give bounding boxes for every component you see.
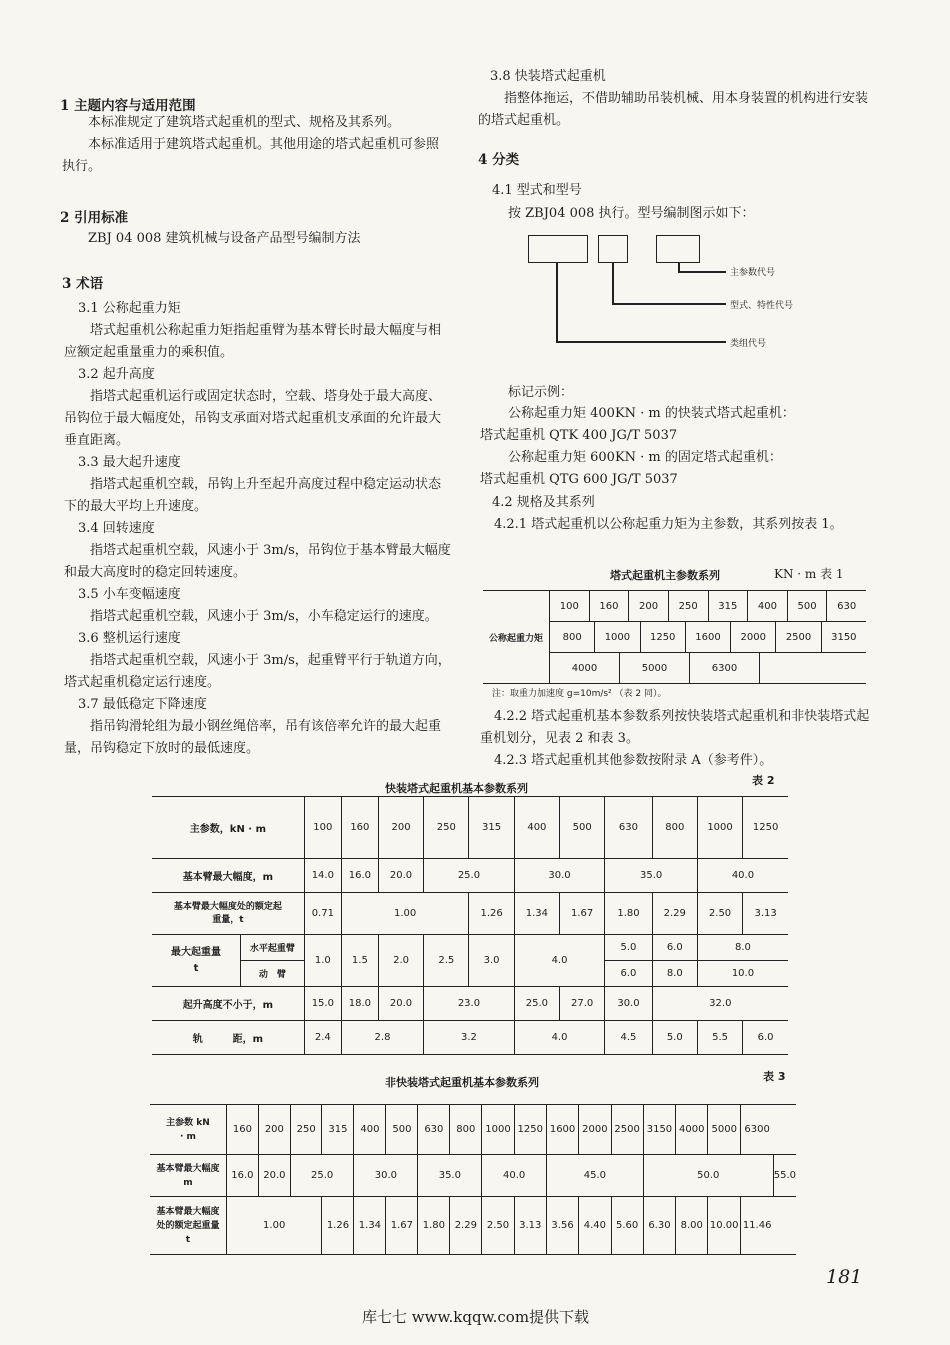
table-2-header: 基本臂最大幅度，m xyxy=(152,859,304,893)
table-3-header: 主参数 kN · m xyxy=(150,1105,226,1155)
section-1-p2: 本标准适用于建筑塔式起重机。其他用途的塔式起重机可参照执行。 xyxy=(62,137,440,174)
table-1-row-2 xyxy=(550,622,866,652)
table-2-cell: 40.0 xyxy=(697,859,788,893)
table-2-cell: 20.0 xyxy=(378,987,423,1021)
table-2-cell: 3.0 xyxy=(469,935,514,987)
table-2-cell: 1.67 xyxy=(560,893,605,935)
max-load-unit: t xyxy=(193,962,199,974)
table-2-cell: 2.0 xyxy=(378,935,423,987)
table-3-cell: 5000 xyxy=(708,1105,741,1155)
table-3-cell: 5.60 xyxy=(611,1197,643,1255)
term-3-8-block xyxy=(478,66,870,132)
table-2-cell: 500 xyxy=(560,797,605,859)
section-4-2-1: 4.2.1 塔式起重机以公称起重力矩为主参数，其系列按表 1。 xyxy=(494,517,843,532)
table-2-cell: 1.80 xyxy=(605,893,652,935)
table-2-cell: 8.0 xyxy=(697,935,788,961)
table-2-cell: 4.5 xyxy=(605,1021,652,1055)
table-2-cell: 250 xyxy=(424,797,469,859)
example-1: 公称起重力矩 400KN · m 的快装式塔式起重机： xyxy=(508,406,795,421)
table-3-cell: 250 xyxy=(290,1105,322,1155)
table-2-cell: 30.0 xyxy=(605,987,652,1021)
table-3-cell: 35.0 xyxy=(418,1155,482,1197)
table-3-cell: 11.46 xyxy=(741,1197,774,1255)
table-2-cell: 1.0 xyxy=(304,935,341,987)
table-2-cell: 0.71 xyxy=(304,893,341,935)
table-2-cell: 4.0 xyxy=(514,935,605,987)
table-2-header xyxy=(152,935,241,987)
table-2-subheader: 动 臂 xyxy=(241,961,305,987)
table-1-cell: 1000 xyxy=(595,622,640,652)
table-2-cell: 630 xyxy=(605,797,652,859)
table-2-cell: 6.0 xyxy=(743,1021,788,1055)
table-3-cell: 500 xyxy=(386,1105,418,1155)
footer-text: 库七七 www.kqqw.com提供下载 xyxy=(362,1308,590,1326)
term-3-6-text: 指塔式起重机空载，风速小于 3m/s，起重臂平行于轨道方向，塔式起重机稳定运行速度。 xyxy=(64,653,451,690)
mark-example-label: 标记示例： xyxy=(508,385,574,400)
table-2-cell: 1.26 xyxy=(469,893,514,935)
table-3-row-amp xyxy=(150,1155,796,1197)
code-box-3 xyxy=(656,235,700,263)
table-3-cell: 3.56 xyxy=(546,1197,578,1255)
table-2-cell: 5.0 xyxy=(652,1021,697,1055)
table-2-cell: 27.0 xyxy=(560,987,605,1021)
table-3-cell: 45.0 xyxy=(546,1155,643,1197)
table-2-cell: 16.0 xyxy=(341,859,378,893)
table-3-cell: 2000 xyxy=(579,1105,611,1155)
table-2-header: 主参数，kN · m xyxy=(152,797,304,859)
example-1-code: 塔式起重机 QTK 400 JG/T 5037 xyxy=(480,428,678,443)
table-1-cell: 630 xyxy=(837,600,857,612)
table-1-cell: 315 xyxy=(709,591,749,621)
table-3-cell: 400 xyxy=(354,1105,386,1155)
table-1-cell: 6300 xyxy=(690,653,760,683)
term-3-6: 3.6 整机运行速度 xyxy=(78,631,181,646)
table-2-cell: 1250 xyxy=(743,797,788,859)
table-3-cell: 630 xyxy=(418,1105,450,1155)
table-3-cell: 20.0 xyxy=(258,1155,290,1197)
table-2-cell: 15.0 xyxy=(304,987,341,1021)
section-1-p1: 本标准规定了建筑塔式起重机的型式、规格及其系列。 xyxy=(88,115,401,130)
table-2-cell: 4.0 xyxy=(514,1021,605,1055)
table-3-cell: 1.34 xyxy=(354,1197,386,1255)
table-3-cell: 1600 xyxy=(546,1105,578,1155)
table-2-cell: 8.0 xyxy=(652,961,697,987)
table-3-cell: 1.00 xyxy=(226,1197,322,1255)
table-2-cell: 14.0 xyxy=(304,859,341,893)
table-3-cell: 6.30 xyxy=(643,1197,675,1255)
term-3-2-text: 指塔式起重机运行或固定状态时，空载、塔身处于最大高度、吊钩位于最大幅度处，吊钩支承面对塔式起重机支承面的允许最大垂直距离。 xyxy=(64,389,442,448)
table-2-cell: 25.0 xyxy=(514,987,559,1021)
table-2-cell: 23.0 xyxy=(424,987,515,1021)
example-2-code: 塔式起重机 QTG 600 JG/T 5037 xyxy=(480,472,678,487)
table-3-cell: 315 xyxy=(322,1105,354,1155)
table-2-cell: 6.0 xyxy=(652,935,697,961)
page-number: 181 xyxy=(826,1266,863,1288)
term-3-7: 3.7 最低稳定下降速度 xyxy=(78,697,207,712)
table-1-row-3 xyxy=(550,653,760,683)
table-2-row-height xyxy=(152,987,788,1021)
table-2-cell: 2.8 xyxy=(341,1021,423,1055)
table-3-cell: 25.0 xyxy=(290,1155,354,1197)
table-1-cell: 5000 xyxy=(620,653,690,683)
table-3-cell: 50.0 xyxy=(643,1155,773,1197)
max-load-label: 最大起重量 xyxy=(171,946,221,958)
section-4-2-2: 4.2.2 塔式起重机基本参数系列按快装塔式起重机和非快装塔式起重机划分，见表 2 和表 3。 xyxy=(480,709,870,746)
connector xyxy=(556,262,558,342)
table-2-header: 基本臂最大幅度处的额定起重量，t xyxy=(152,893,304,935)
table-3-cell: 6300 xyxy=(741,1105,774,1155)
table-2-cell: 32.0 xyxy=(652,987,788,1021)
table-2-row-main xyxy=(152,797,788,859)
table-1-cell: 160 xyxy=(590,591,630,621)
connector xyxy=(556,341,726,343)
table-2-cell: 35.0 xyxy=(605,859,698,893)
term-3-7-text: 指吊钩滑轮组为最小钢丝绳倍率，吊有该倍率允许的最大起重量，吊钩稳定下放时的最低速度。 xyxy=(64,719,442,756)
table-3-cell: 4.40 xyxy=(579,1197,611,1255)
label-class: 类组代号 xyxy=(730,339,767,349)
table-3-cell: 2500 xyxy=(611,1105,643,1155)
table-3-cell: 30.0 xyxy=(354,1155,418,1197)
table-3-title: 非快装塔式起重机基本参数系列 xyxy=(385,1076,539,1089)
table-3-cell: 2.50 xyxy=(482,1197,514,1255)
table-2-cell: 2.5 xyxy=(424,935,469,987)
table-3-cell: 3.13 xyxy=(514,1197,546,1255)
table-2-cell: 6.0 xyxy=(605,961,652,987)
table-2-row-amp xyxy=(152,859,788,893)
table-3 xyxy=(150,1104,796,1255)
table-2-header: 起升高度不小于，m xyxy=(152,987,304,1021)
label-type: 型式、特性代号 xyxy=(730,301,794,311)
table-2-cell: 100 xyxy=(304,797,341,859)
table-2-cell: 2.50 xyxy=(697,893,742,935)
table-2-cell: 1000 xyxy=(697,797,742,859)
table-2-cell: 5.0 xyxy=(605,935,652,961)
table-3-cell: 40.0 xyxy=(482,1155,547,1197)
table-3-cell: 10.00 xyxy=(708,1197,741,1255)
section-2-ref: ZBJ 04 008 建筑机械与设备产品型号编制方法 xyxy=(88,231,361,246)
table-2-cell: 18.0 xyxy=(341,987,378,1021)
term-3-8: 3.8 快装塔式起重机 xyxy=(490,69,606,84)
table-1-row-1 xyxy=(550,591,866,621)
example-2: 公称起重力矩 600KN · m 的固定塔式起重机： xyxy=(508,450,782,465)
table-2-cell: 2.29 xyxy=(652,893,697,935)
table-1 xyxy=(483,590,866,684)
table-2-number: 表 2 xyxy=(752,774,775,787)
term-3-4: 3.4 回转速度 xyxy=(78,521,155,536)
label-main-param: 主参数代号 xyxy=(730,268,776,278)
term-3-5: 3.5 小车变幅速度 xyxy=(78,587,181,602)
section-4-2: 4.2 规格及其系列 xyxy=(492,495,595,510)
table-2-cell: 160 xyxy=(341,797,378,859)
connector xyxy=(612,303,726,305)
table-3-cell: 800 xyxy=(450,1105,482,1155)
table-2-cell: 10.0 xyxy=(697,961,788,987)
table-2-cell: 1.00 xyxy=(341,893,469,935)
connector xyxy=(678,271,726,273)
table-2-cell: 400 xyxy=(514,797,559,859)
table-1-cell: 250 xyxy=(669,591,709,621)
table-3-cell: 16.0 xyxy=(226,1155,258,1197)
term-3-2: 3.2 起升高度 xyxy=(78,367,155,382)
section-4-2-3: 4.2.3 塔式起重机其他参数按附录 A（参考件）。 xyxy=(494,753,773,768)
table-2-cell: 5.5 xyxy=(697,1021,742,1055)
section-4-1: 4.1 型式和型号 xyxy=(492,183,582,198)
table-1-cell: 2500 xyxy=(776,622,821,652)
table-2 xyxy=(152,796,788,1055)
table-3-header: 基本臂最大幅度 m xyxy=(150,1155,226,1197)
table-2-cell: 1.5 xyxy=(341,935,378,987)
term-3-4-text: 指塔式起重机空载，风速小于 3m/s，吊钩位于基本臂最大幅度和最大高度时的稳定回转速度。 xyxy=(64,543,451,580)
table-3-cell: 4000 xyxy=(676,1105,708,1155)
table-2-cell: 25.0 xyxy=(424,859,515,893)
table-2-cell: 3.13 xyxy=(743,893,788,935)
table-1-cell: 200 xyxy=(629,591,669,621)
table-1-cell: 500 xyxy=(788,591,828,621)
table-2-row-max-h xyxy=(152,935,788,961)
table-2-cell: 1.34 xyxy=(514,893,559,935)
table-2-subheader: 水平起重臂 xyxy=(241,935,305,961)
table-3-header: 基本臂最大幅度处的额定起重量 t xyxy=(150,1197,226,1255)
table-2-row-track xyxy=(152,1021,788,1055)
table-1-cell: 3150 xyxy=(831,631,857,643)
table-3-cell: 8.00 xyxy=(676,1197,708,1255)
section-2-title: 2 引用标准 xyxy=(60,210,129,226)
table-1-cell: 1250 xyxy=(641,622,686,652)
table-3-row-main xyxy=(150,1105,796,1155)
table-2-cell: 2.4 xyxy=(304,1021,341,1055)
table-2-cell: 315 xyxy=(469,797,514,859)
table-3-cell: 160 xyxy=(226,1105,258,1155)
term-3-5-text: 指塔式起重机空载，风速小于 3m/s，小车稳定运行的速度。 xyxy=(90,609,438,624)
table-2-cell: 800 xyxy=(652,797,697,859)
table-3-number: 表 3 xyxy=(763,1070,786,1083)
term-3-3-text: 指塔式起重机空载，吊钩上升至起升高度过程中稳定运动状态下的最大平均上升速度。 xyxy=(64,477,442,514)
section-4-title: 4 分类 xyxy=(478,152,520,168)
table-3-row-load xyxy=(150,1197,796,1255)
table-3-cell: 1.67 xyxy=(386,1197,418,1255)
term-3-3: 3.3 最大起升速度 xyxy=(78,455,181,470)
table-3-cell: 1250 xyxy=(514,1105,546,1155)
table-2-title: 快装塔式起重机基本参数系列 xyxy=(385,782,528,795)
table-1-cell: 2000 xyxy=(731,622,776,652)
section-1-body xyxy=(62,112,450,178)
table-2-cell: 3.2 xyxy=(424,1021,515,1055)
section-4-1-text: 按 ZBJ04 008 执行。型号编制图示如下： xyxy=(508,206,755,221)
connector xyxy=(612,262,614,304)
table-2-cell: 20.0 xyxy=(378,859,423,893)
term-3-1: 3.1 公称起重力矩 xyxy=(78,301,181,316)
table-1-title: 塔式起重机主参数系列 xyxy=(610,569,720,582)
table-3-cell: 200 xyxy=(258,1105,290,1155)
table-1-cell: 400 xyxy=(748,591,788,621)
table-1-unit: KN · m 表 1 xyxy=(774,567,844,581)
table-2-cell: 30.0 xyxy=(514,859,605,893)
table-3-cell: 3150 xyxy=(643,1105,675,1155)
table-1-cell: 800 xyxy=(550,622,595,652)
table-3-cell: 1000 xyxy=(482,1105,514,1155)
table-3-cell: 55.0 xyxy=(773,1155,796,1197)
code-box-2 xyxy=(598,235,628,263)
table-1-row-label: 公称起重力矩 xyxy=(488,633,543,644)
table-3-cell: 2.29 xyxy=(450,1197,482,1255)
terms-block xyxy=(64,298,452,760)
table-1-cell: 4000 xyxy=(550,653,620,683)
table-2-cell: 200 xyxy=(378,797,423,859)
code-box-1 xyxy=(528,235,588,263)
term-3-1-text: 塔式起重机公称起重力矩指起重臂为基本臂长时最大幅度与相应额定起重量重力的乘积值。 xyxy=(64,323,442,360)
table-3-cell: 1.26 xyxy=(322,1197,354,1255)
table-3-cell: 1.80 xyxy=(418,1197,450,1255)
table-1-cell: 1600 xyxy=(686,622,731,652)
section-1-title: 1 主题内容与适用范围 xyxy=(60,98,196,114)
table-1-note: 注：取重力加速度 g=10m/s² （表 2 同）。 xyxy=(492,689,667,699)
table-1-cell: 100 xyxy=(550,591,590,621)
term-3-8-text: 指整体拖运，不借助辅助吊装机械、用本身装置的机构进行安装的塔式起重机。 xyxy=(478,91,869,128)
section-3-title: 3 术语 xyxy=(62,276,104,292)
table-2-row-load xyxy=(152,893,788,935)
table-2-header: 轨 距，m xyxy=(152,1021,304,1055)
